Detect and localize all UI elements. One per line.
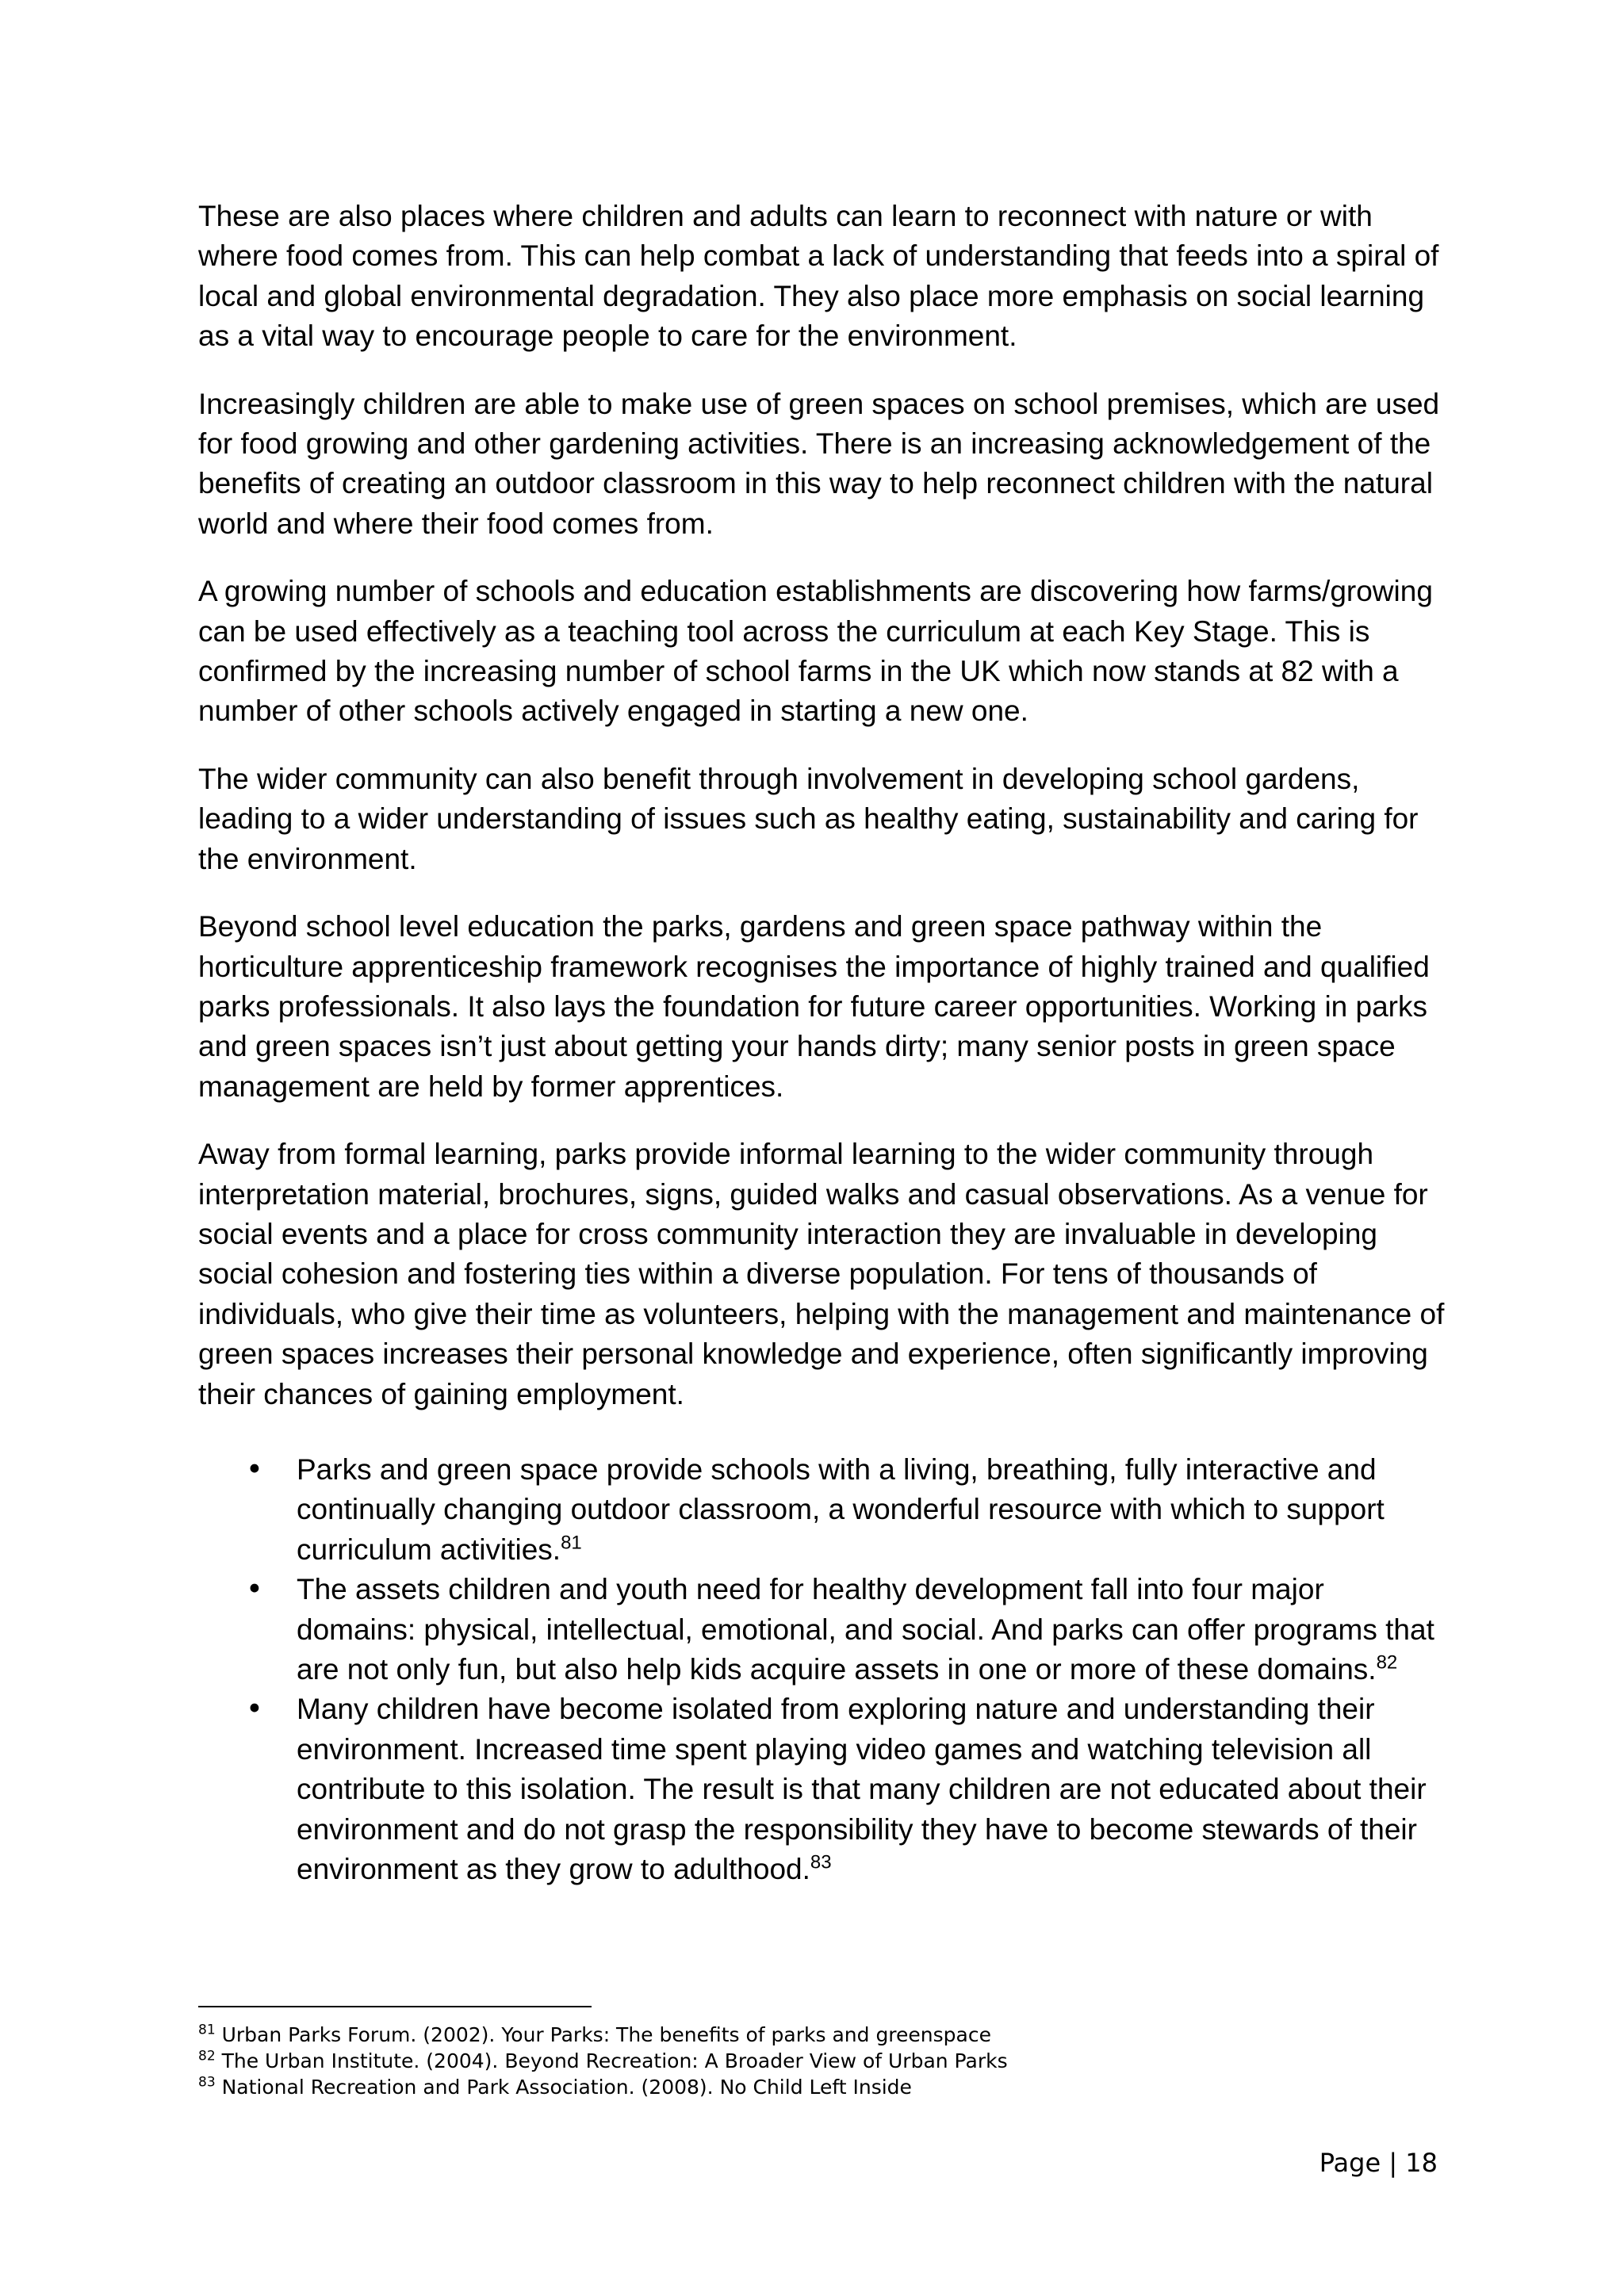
paragraph-wider-community: The wider community can also benefit through involvement in developing school gardens, leading to a wider understanding of issues such as healthy eating, sustainability and caring for the environment.	[198, 762, 1419, 875]
paragraph-school-green-spaces: Increasingly children are able to make use of green spaces on school premises, which are used for food growing and other gardening activities. There is an increasing acknowledgement of the benefits of creating an outdoor classroom in this way to help reconnect children with the natural world and where their food comes from.	[198, 387, 1440, 540]
footnote-text: Urban Parks Forum. (2002). Your Parks: The benefits of parks and greenspace	[215, 2023, 991, 2046]
bullet-text: Parks and green space provide schools with a living, breathing, fully interactive and continually changing outdoor classroom, a wonderful resource with which to support curriculum activities.	[297, 1452, 1385, 1566]
footnote-text: National Recreation and Park Association. (2008). No Child Left Inside	[215, 2076, 912, 2099]
bullet-icon: •	[246, 1572, 263, 1607]
paragraph-school-farms: A growing number of schools and education establishments are discovering how farms/growing can be used effectively as a teaching tool across the curriculum at each Key Stage. This is confirmed by the increasing number of school farms in the UK which now stands at 82 with a number of other schools actively engaged in starting a new one.	[198, 575, 1433, 728]
paragraph-apprenticeship: Beyond school level education the parks, gardens and green space pathway within the horticulture apprenticeship framework recognises the importance of highly trained and qualified parks professionals. It also lays the foundation for future career opportunities. Working in parks and green spaces isn’t just about getting your hands dirty; many senior posts in green space management are held by former apprentices.	[198, 910, 1430, 1103]
footnote-reference: 82	[1376, 1651, 1398, 1674]
footnote-number: 83	[198, 2074, 216, 2091]
page-number: Page | 18	[1319, 2148, 1438, 2178]
bullet-item-healthy-development	[198, 1570, 1451, 1689]
paragraph-informal-learning: Away from formal learning, parks provide informal learning to the wider community through interpretation material, brochures, signs, guided walks and casual observations. As a venue for social events and a place for cross community interaction they are invaluable in developing social cohesion and fostering ties within a diverse population. For tens of thousands of individuals, who give their time as volunteers, helping with the management and maintenance of green spaces increases their personal knowledge and experience, often significantly improving their chances of gaining employment.	[198, 1138, 1445, 1410]
bullet-icon: •	[246, 1692, 263, 1727]
document-body	[198, 197, 1451, 1889]
bullet-text: The assets children and youth need for healthy development fall into four major domains: physical, intellectual, emotional, and social. And parks can offer programs that are not only fun, but also help kids acquire assets in one or more of these domains.	[297, 1573, 1434, 1686]
bullet-icon: •	[246, 1452, 263, 1487]
footnote-82	[198, 2048, 1388, 2074]
bullet-item-isolation-from-nature	[198, 1689, 1451, 1889]
paragraph-reconnect-nature: These are also places where children and adults can learn to reconnect with nature or with where food comes from. This can help combat a lack of understanding that feeds into a spiral of local and global environmental degradation. They also place more emphasis on social learning as a vital way to encourage people to care for the environment.	[198, 200, 1439, 353]
bullet-text: Many children have become isolated from exploring nature and understanding their environment. Increased time spent playing video games and watching television all contribute to this isolation. The result is that many children are not educated about their environment and do not grasp the responsibility they have to become stewards of their environment as they grow to adulthood.	[297, 1693, 1427, 1886]
footnote-reference: 81	[561, 1532, 582, 1554]
footnote-text: The Urban Institute. (2004). Beyond Recreation: A Broader View of Urban Parks	[215, 2049, 1008, 2072]
footnote-83	[198, 2074, 1388, 2100]
footnote-number: 82	[198, 2048, 216, 2064]
bullet-list	[198, 1450, 1451, 1889]
footnote-reference: 83	[810, 1851, 832, 1873]
footnote-separator	[198, 2006, 592, 2007]
footnotes	[198, 2022, 1388, 2100]
bullet-item-outdoor-classroom	[198, 1450, 1451, 1570]
footnote-number: 81	[198, 2022, 216, 2038]
footnote-81	[198, 2022, 1388, 2048]
